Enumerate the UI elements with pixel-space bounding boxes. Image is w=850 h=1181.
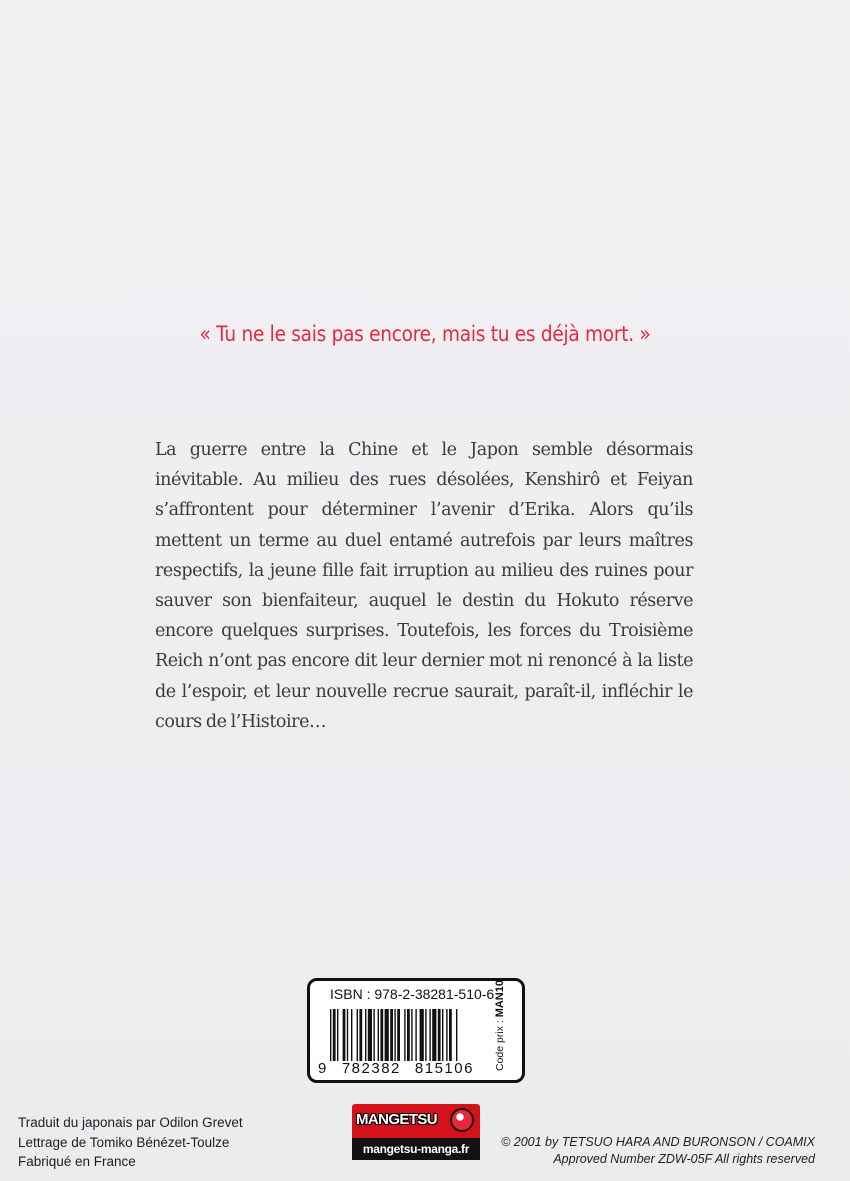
translator-credit: Traduit du japonais par Odilon Grevet <box>18 1115 243 1130</box>
barcode-digits-group2: 815106 <box>414 1060 474 1077</box>
synopsis-line: Reich n’ont pas encore dit leur dernier mot ni renoncé à la liste <box>155 651 693 672</box>
synopsis-line: sauver son bienfaiteur, auquel le destin du Hokuto réserve <box>155 591 693 612</box>
isbn-text: ISBN : 978-2-38281-510-6 <box>330 986 495 1002</box>
synopsis-line: encore quelques surprises. Toutefois, les forces du Troisième <box>155 621 693 642</box>
price-code <box>494 980 506 1071</box>
barcode-label <box>307 978 525 1083</box>
logo-name: MANGETSU <box>356 1111 438 1128</box>
tagline-quote: « Tu ne le sais pas encore, mais tu es déjà mort. » <box>199 322 651 347</box>
barcode-digits-group1: 782382 <box>341 1060 401 1077</box>
synopsis-line: inévitable. Au milieu des rues désolées, Kenshirô et Feiyan <box>155 470 693 491</box>
barcode-icon <box>330 1009 498 1061</box>
logo-banner <box>352 1104 480 1138</box>
synopsis-line: cours de l’Histoire… <box>155 711 327 732</box>
synopsis-line: La guerre entre la Chine et le Japon semble désormais <box>155 440 693 460</box>
made-in-credit: Fabriqué en France <box>18 1154 136 1169</box>
barcode-digit-first: 9 <box>318 1060 328 1077</box>
synopsis-line: s’affrontent pour déterminer l’avenir d’Erika. Alors qu’ils <box>155 500 693 521</box>
lettering-credit: Lettrage de Tomiko Bénézet-Toulze <box>18 1134 230 1150</box>
price-code-value: MAN10 <box>494 980 506 1018</box>
logo-url: mangetsu-manga.fr <box>352 1138 480 1160</box>
moon-icon <box>450 1108 474 1132</box>
synopsis <box>155 435 693 737</box>
copyright-line: © 2001 by TETSUO HARA AND BURONSON / COAMIX <box>501 1135 815 1149</box>
price-code-label: Code prix : <box>494 1020 506 1071</box>
synopsis-line: de l’espoir, et leur nouvelle recrue saurait, paraît-il, infléchir le <box>155 681 693 702</box>
barcode-digits <box>318 1060 498 1077</box>
copyright <box>501 1134 815 1168</box>
publisher-logo <box>352 1104 480 1160</box>
synopsis-line: mettent un terme au duel entamé autrefois par leurs maîtres <box>155 530 693 551</box>
approval-line: Approved Number ZDW-05F All rights reserved <box>553 1152 815 1166</box>
credits <box>18 1113 243 1172</box>
synopsis-line: respectifs, la jeune fille fait irruption au milieu des ruines pour <box>155 560 693 581</box>
